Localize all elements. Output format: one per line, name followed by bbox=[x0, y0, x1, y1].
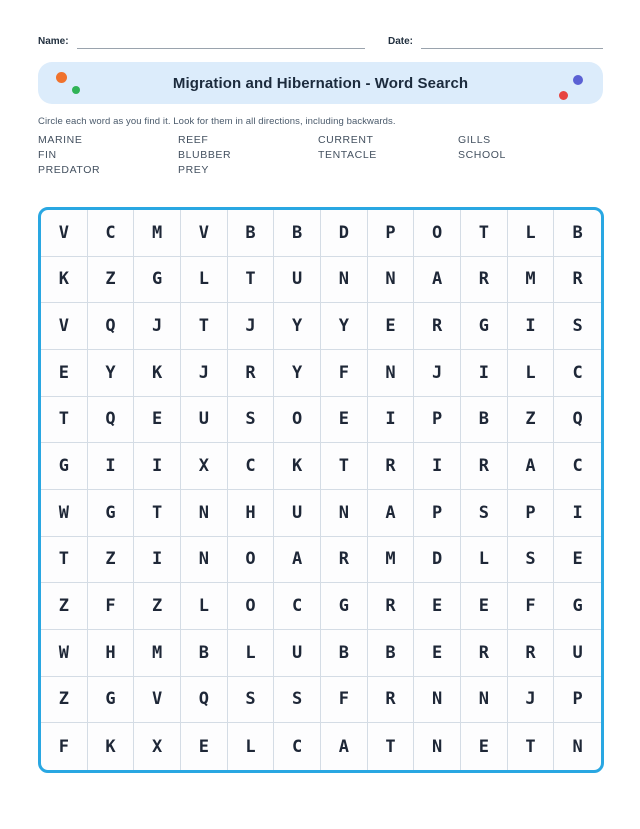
grid-cell[interactable]: I bbox=[414, 443, 461, 490]
grid-cell[interactable]: V bbox=[134, 677, 181, 724]
word-list bbox=[38, 133, 603, 178]
grid-cell[interactable]: W bbox=[41, 490, 88, 537]
grid-cell[interactable]: Y bbox=[321, 303, 368, 350]
grid-cell[interactable]: C bbox=[554, 350, 601, 397]
grid-cell[interactable]: R bbox=[368, 583, 415, 630]
grid-cell[interactable]: P bbox=[414, 397, 461, 444]
grid-cell[interactable]: E bbox=[554, 537, 601, 584]
grid-cell[interactable]: S bbox=[228, 397, 275, 444]
grid-cell[interactable]: C bbox=[554, 443, 601, 490]
grid-cell[interactable]: S bbox=[554, 303, 601, 350]
grid-cell[interactable]: G bbox=[554, 583, 601, 630]
grid-cell[interactable]: S bbox=[508, 537, 555, 584]
grid-cell[interactable]: E bbox=[368, 303, 415, 350]
date-field-group bbox=[388, 35, 603, 49]
grid-cell[interactable]: Z bbox=[41, 677, 88, 724]
instruction-text: Circle each word as you find it. Look for them in all directions, including backwards. bbox=[38, 116, 396, 127]
purple-dot-icon bbox=[573, 75, 583, 85]
grid-cell[interactable]: R bbox=[321, 537, 368, 584]
grid-cell[interactable]: N bbox=[461, 677, 508, 724]
grid-cell[interactable]: L bbox=[461, 537, 508, 584]
grid-cell[interactable]: J bbox=[228, 303, 275, 350]
grid-cell[interactable]: A bbox=[368, 490, 415, 537]
grid-cell[interactable]: I bbox=[554, 490, 601, 537]
green-dot-icon bbox=[72, 86, 80, 94]
grid-cell[interactable]: C bbox=[88, 210, 135, 257]
grid-cell[interactable]: T bbox=[321, 443, 368, 490]
grid-cell[interactable]: J bbox=[414, 350, 461, 397]
grid-cell[interactable]: I bbox=[461, 350, 508, 397]
grid-cell[interactable]: F bbox=[321, 677, 368, 724]
grid-cell[interactable]: P bbox=[554, 677, 601, 724]
grid-cell[interactable]: E bbox=[461, 583, 508, 630]
grid-cell[interactable]: D bbox=[414, 537, 461, 584]
grid-cell[interactable]: Y bbox=[88, 350, 135, 397]
word-list-column bbox=[318, 133, 458, 178]
grid-cell[interactable]: T bbox=[368, 723, 415, 770]
grid-cell[interactable]: J bbox=[181, 350, 228, 397]
word-item: BLUBBER bbox=[178, 149, 232, 161]
grid-cell[interactable]: S bbox=[461, 490, 508, 537]
grid-cell[interactable]: T bbox=[134, 490, 181, 537]
grid-cell[interactable]: R bbox=[461, 443, 508, 490]
grid-cell[interactable]: V bbox=[41, 303, 88, 350]
grid-cell[interactable]: L bbox=[228, 630, 275, 677]
word-item: PREDATOR bbox=[38, 164, 101, 176]
grid-cell[interactable]: T bbox=[181, 303, 228, 350]
grid-cell[interactable]: S bbox=[274, 677, 321, 724]
grid-cell[interactable]: N bbox=[321, 490, 368, 537]
word-list-column bbox=[38, 133, 178, 178]
grid-cell[interactable]: O bbox=[414, 210, 461, 257]
word-item: MARINE bbox=[38, 134, 83, 146]
grid-cell[interactable]: X bbox=[134, 723, 181, 770]
grid-cell[interactable]: O bbox=[228, 583, 275, 630]
grid-cell[interactable]: R bbox=[368, 443, 415, 490]
grid-cell[interactable]: E bbox=[41, 350, 88, 397]
grid-cell[interactable]: N bbox=[181, 537, 228, 584]
grid-cell[interactable]: T bbox=[228, 257, 275, 304]
grid-cell[interactable]: A bbox=[321, 723, 368, 770]
grid-cell[interactable]: R bbox=[508, 630, 555, 677]
grid-cell[interactable]: Y bbox=[274, 350, 321, 397]
grid-cell[interactable]: N bbox=[572, 736, 583, 757]
grid-cell[interactable]: L bbox=[508, 210, 555, 257]
grid-cell[interactable]: G bbox=[134, 257, 181, 304]
grid-cell[interactable]: L bbox=[508, 350, 555, 397]
grid-cell[interactable]: M bbox=[134, 210, 181, 257]
orange-dot-icon bbox=[56, 72, 67, 83]
date-input-line[interactable] bbox=[421, 35, 603, 49]
grid-cell[interactable]: G bbox=[88, 490, 135, 537]
grid-cell[interactable]: E bbox=[134, 397, 181, 444]
grid-cell[interactable]: A bbox=[274, 537, 321, 584]
grid-cell[interactable]: R bbox=[414, 303, 461, 350]
grid-cell[interactable]: I bbox=[134, 537, 181, 584]
grid-cell[interactable]: E bbox=[414, 630, 461, 677]
name-field-group bbox=[38, 35, 365, 49]
grid-cell[interactable]: T bbox=[461, 210, 508, 257]
grid-cell[interactable]: Q bbox=[554, 397, 601, 444]
grid-cell[interactable]: K bbox=[134, 350, 181, 397]
grid-cell[interactable]: V bbox=[41, 210, 88, 257]
grid-cell[interactable]: B bbox=[274, 210, 321, 257]
word-list-column bbox=[178, 133, 318, 178]
red-dot-icon bbox=[559, 91, 568, 100]
grid-cell[interactable]: R bbox=[461, 257, 508, 304]
grid-cell[interactable]: B bbox=[461, 397, 508, 444]
grid-cell[interactable]: B bbox=[181, 630, 228, 677]
grid-cell[interactable]: C bbox=[228, 443, 275, 490]
grid-cell[interactable]: C bbox=[274, 723, 321, 770]
grid-cell[interactable]: K bbox=[274, 443, 321, 490]
grid-cell[interactable]: B bbox=[554, 210, 601, 257]
grid-cell[interactable]: U bbox=[274, 257, 321, 304]
word-item: CURRENT bbox=[318, 134, 374, 146]
grid-cell[interactable]: B bbox=[368, 630, 415, 677]
grid-cell[interactable]: H bbox=[88, 630, 135, 677]
grid-cell[interactable]: V bbox=[181, 210, 228, 257]
grid-cell[interactable]: E bbox=[321, 397, 368, 444]
grid-cell[interactable]: G bbox=[41, 443, 88, 490]
grid-cell[interactable]: K bbox=[41, 257, 88, 304]
grid-cell[interactable]: B bbox=[321, 630, 368, 677]
puzzle-grid bbox=[38, 207, 604, 773]
grid-cell[interactable]: F bbox=[321, 350, 368, 397]
grid-cell[interactable]: R bbox=[368, 677, 415, 724]
word-item: PREY bbox=[178, 164, 209, 176]
grid-cell[interactable]: Q bbox=[181, 677, 228, 724]
word-item: REEF bbox=[178, 134, 209, 146]
grid-cell[interactable]: N bbox=[181, 490, 228, 537]
grid-cell[interactable]: G bbox=[461, 303, 508, 350]
grid-cell[interactable]: Q bbox=[88, 303, 135, 350]
grid-cell[interactable]: J bbox=[134, 303, 181, 350]
grid-cell[interactable]: R bbox=[461, 630, 508, 677]
grid-cell[interactable]: E bbox=[181, 723, 228, 770]
grid-cell[interactable]: C bbox=[274, 583, 321, 630]
grid-cell[interactable]: A bbox=[414, 257, 461, 304]
word-item: GILLS bbox=[458, 134, 491, 146]
name-date-row bbox=[38, 33, 603, 49]
page-title: Migration and Hibernation - Word Search bbox=[172, 74, 469, 92]
grid-cell[interactable]: X bbox=[181, 443, 228, 490]
grid-cell[interactable]: Z bbox=[134, 583, 181, 630]
grid-cell[interactable]: Q bbox=[88, 397, 135, 444]
grid-cell[interactable]: L bbox=[228, 723, 275, 770]
grid-cell[interactable]: G bbox=[88, 677, 135, 724]
title-banner bbox=[38, 62, 603, 104]
grid-cell[interactable]: E bbox=[414, 583, 461, 630]
grid-cell[interactable]: R bbox=[228, 350, 275, 397]
word-item: FIN bbox=[38, 149, 57, 161]
grid-cell[interactable]: I bbox=[88, 443, 135, 490]
grid-cell[interactable]: R bbox=[554, 257, 601, 304]
grid-cell[interactable]: H bbox=[228, 490, 275, 537]
grid-cell[interactable]: B bbox=[228, 210, 275, 257]
grid-cell[interactable]: I bbox=[134, 443, 181, 490]
word-item: SCHOOL bbox=[458, 149, 506, 161]
grid-cell[interactable]: O bbox=[274, 397, 321, 444]
grid-cell[interactable]: I bbox=[368, 397, 415, 444]
grid-cell[interactable]: M bbox=[368, 537, 415, 584]
grid-cell[interactable]: N bbox=[414, 723, 461, 770]
grid-cell[interactable]: Y bbox=[274, 303, 321, 350]
grid-cell[interactable]: U bbox=[274, 630, 321, 677]
name-label: Name: bbox=[38, 36, 69, 47]
grid-cell[interactable]: T bbox=[41, 397, 88, 444]
grid-cell[interactable]: O bbox=[228, 537, 275, 584]
grid-cell[interactable]: F bbox=[41, 723, 88, 770]
grid-cell[interactable]: N bbox=[368, 350, 415, 397]
grid-cell[interactable]: U bbox=[181, 397, 228, 444]
word-item: TENTACLE bbox=[318, 149, 377, 161]
grid-cell[interactable]: Z bbox=[41, 583, 88, 630]
grid-cell[interactable]: W bbox=[41, 630, 88, 677]
grid-cell[interactable]: Z bbox=[88, 537, 135, 584]
grid-cell[interactable]: M bbox=[508, 257, 555, 304]
grid-cell[interactable]: G bbox=[321, 583, 368, 630]
grid-cell[interactable]: N bbox=[414, 677, 461, 724]
name-input-line[interactable] bbox=[77, 35, 365, 49]
grid-cell[interactable]: J bbox=[508, 677, 555, 724]
grid-cell[interactable]: P bbox=[508, 490, 555, 537]
grid-cell[interactable]: T bbox=[41, 537, 88, 584]
grid-cell[interactable]: F bbox=[508, 583, 555, 630]
grid-cell[interactable]: P bbox=[368, 210, 415, 257]
grid-cell[interactable]: Z bbox=[88, 257, 135, 304]
grid-cell[interactable]: D bbox=[321, 210, 368, 257]
grid-cell[interactable]: U bbox=[554, 630, 601, 677]
grid-cell[interactable]: F bbox=[88, 583, 135, 630]
grid-cell[interactable]: U bbox=[274, 490, 321, 537]
grid-cell[interactable]: I bbox=[508, 303, 555, 350]
grid-cell[interactable]: M bbox=[134, 630, 181, 677]
grid-cell[interactable]: L bbox=[181, 583, 228, 630]
grid-cell[interactable]: N bbox=[321, 257, 368, 304]
grid-cell[interactable]: N bbox=[368, 257, 415, 304]
grid-cell[interactable]: P bbox=[414, 490, 461, 537]
grid-cell[interactable]: E bbox=[461, 723, 508, 770]
grid-cell[interactable]: L bbox=[181, 257, 228, 304]
date-label: Date: bbox=[388, 36, 414, 47]
grid-cell[interactable]: K bbox=[88, 723, 135, 770]
grid-cell[interactable]: Z bbox=[508, 397, 555, 444]
word-list-column bbox=[458, 133, 506, 178]
grid-cell[interactable]: S bbox=[228, 677, 275, 724]
grid-cell[interactable]: A bbox=[508, 443, 555, 490]
grid-cell[interactable]: T bbox=[508, 723, 555, 770]
